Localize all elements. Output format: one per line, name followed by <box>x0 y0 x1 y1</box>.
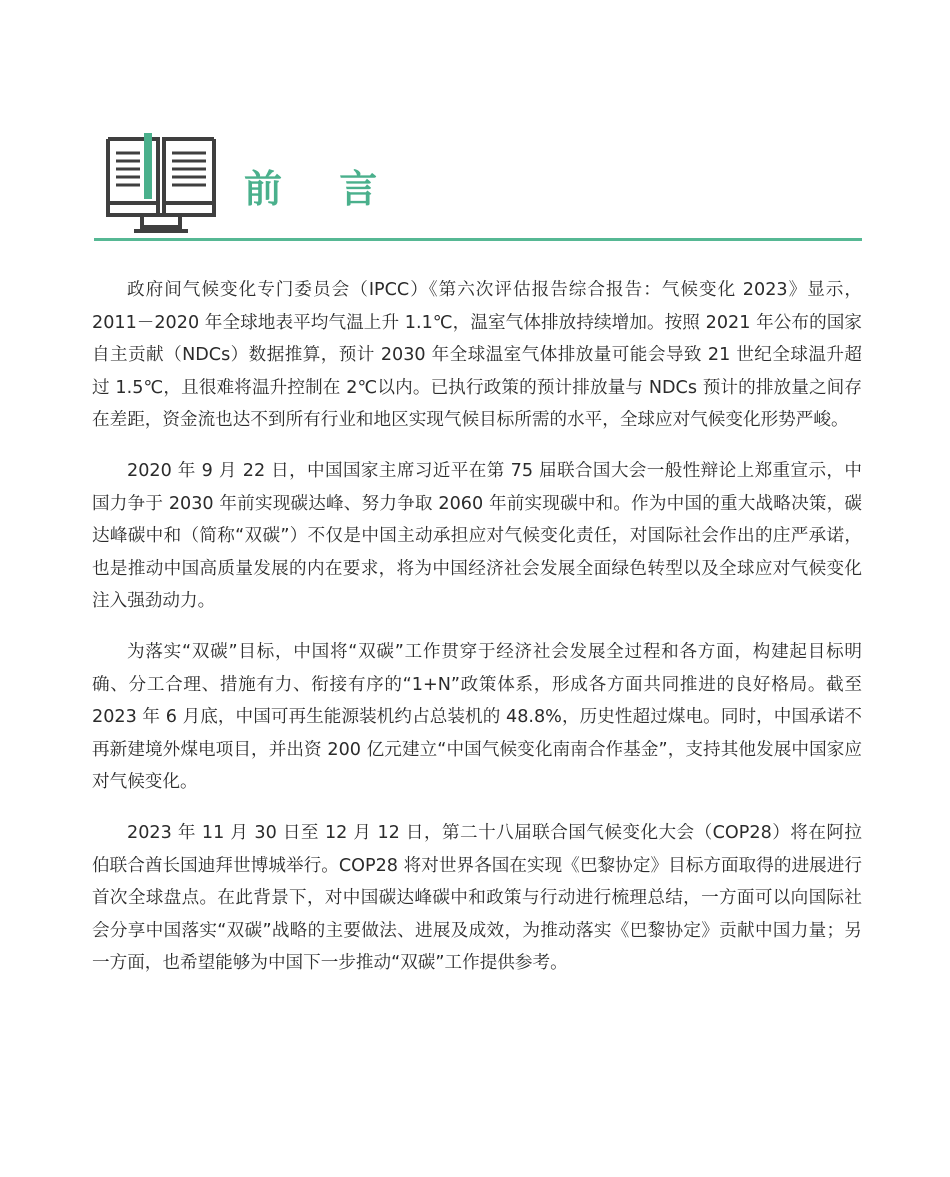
book-monitor-icon <box>104 131 218 237</box>
paragraph-1: 政府间气候变化专门委员会（IPCC）《第六次评估报告综合报告：气候变化 2023》显示，2011－2020 年全球地表平均气温上升 1.1℃，温室气体排放持续增加。按照 2021 年公布的国家自主贡献（NDCs）数据推算，预计 2030 年全球温室气体排放量可能会导致 21 世纪全球温升超过 1.5℃，且很难将温升控制在 2℃以内。已执行政策的预计排放量与 NDCs 预计的排放量之间存在差距，资金流也达不到所有行业和地区实现气候目标所需的水平，全球应对气候变化形势严峻。 <box>92 280 862 431</box>
paragraph-4: 2023 年 11 月 30 日至 12 月 12 日，第二十八届联合国气候变化大会（COP28）将在阿拉伯联合酋长国迪拜世博城举行。COP28 将对世界各国在实现《巴黎协定》目标方面取得的进展进行首次全球盘点。在此背景下，对中国碳达峰碳中和政策与行动进行梳理总结，一方面可以向国际社会分享中国落实“双碳”战略的主要做法、进展及成效，为推动落实《巴黎协定》贡献中国力量；另一方面，也希望能够为中国下一步推动“双碳”工作提供参考。 <box>92 822 862 974</box>
paragraph-2: 2020 年 9 月 22 日，中国国家主席习近平在第 75 届联合国大会一般性辩论上郑重宣示，中国力争于 2030 年前实现碳达峰、努力争取 2060 年前实现碳中和。作为中国的重大战略决策，碳达峰碳中和（简称“双碳”）不仅是中国主动承担应对气候变化责任，对国际社会作出的庄严承诺，也是推动中国高质量发展的内在要求，将为中国经济社会发展全面绿色转型以及全球应对气候变化注入强劲动力。 <box>92 460 862 612</box>
body-text <box>92 274 862 998</box>
title-divider <box>94 238 862 241</box>
page-title: 前 言 <box>244 167 400 211</box>
paragraph-3: 为落实“双碳”目标，中国将“双碳”工作贯穿于经济社会发展全过程和各方面，构建起目标明确、分工合理、措施有力、衔接有序的“1+N”政策体系，形成各方面共同推进的良好格局。截至 2023 年 6 月底，中国可再生能源装机约占总装机的 48.8%，历史性超过煤电。同时，中国承诺不再新建境外煤电项目，并出资 200 亿元建立“中国气候变化南南合作基金”，支持其他发展中国家应对气候变化。 <box>92 641 862 793</box>
